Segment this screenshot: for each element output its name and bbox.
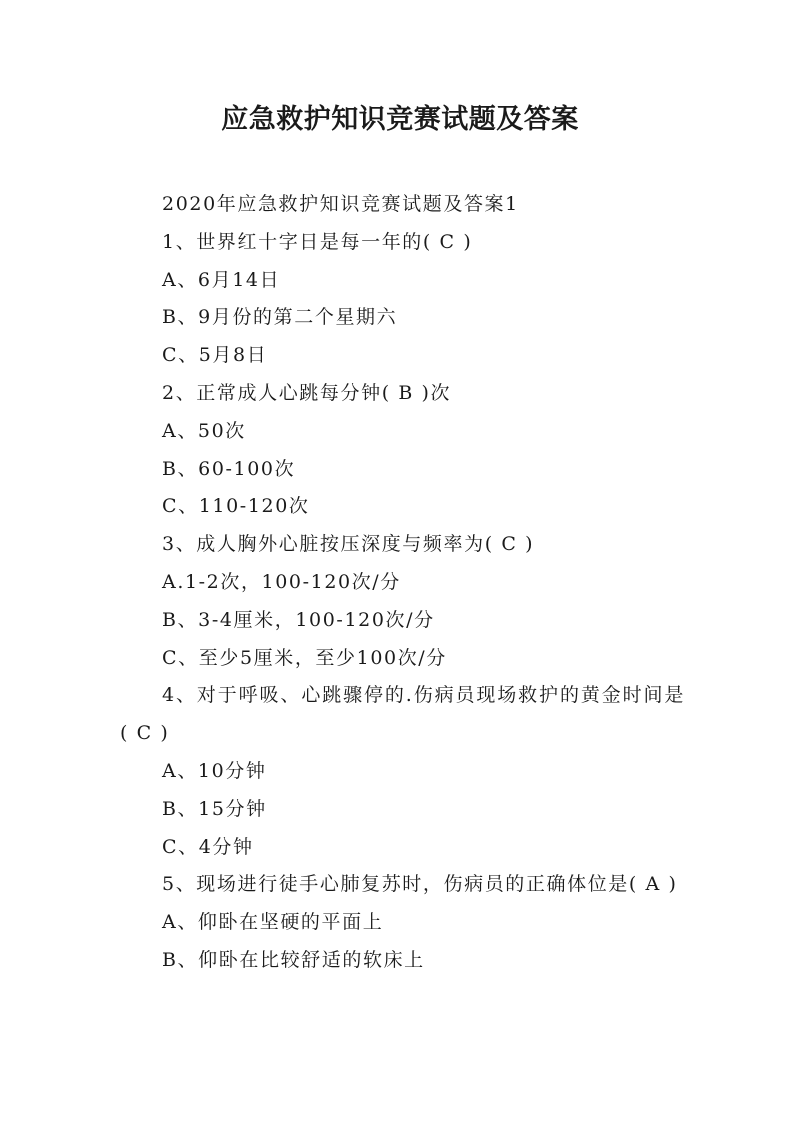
option-line: A.1-2次，100-120次/分 xyxy=(162,570,401,593)
question-3: 3、成人胸外心脏按压深度与频率为( C ) xyxy=(162,533,535,556)
option-line: B、15分钟 xyxy=(162,797,267,820)
option-line: C、4分钟 xyxy=(162,835,254,858)
option-line: C、110-120次 xyxy=(162,495,310,518)
question-4: 4、对于呼吸、心跳骤停的.伤病员现场救护的黄金时间是( C ) xyxy=(120,684,685,745)
question-1: 1、世界红十字日是每一年的( C ) xyxy=(162,230,473,253)
option-line: C、5月8日 xyxy=(162,344,268,367)
option-line: C、至少5厘米，至少100次/分 xyxy=(162,646,447,669)
option-line: B、9月份的第二个星期六 xyxy=(162,306,398,329)
option-line: A、仰卧在坚硬的平面上 xyxy=(162,911,384,934)
option-line: B、3-4厘米，100-120次/分 xyxy=(162,608,435,631)
option-line: B、60-100次 xyxy=(162,457,296,480)
question-5: 5、现场进行徒手心肺复苏时，伤病员的正确体位是( A ) xyxy=(162,873,678,896)
option-line: A、50次 xyxy=(162,419,246,442)
heading-line: 2020年应急救护知识竞赛试题及答案1 xyxy=(162,193,519,215)
document-body xyxy=(120,186,685,980)
option-line: A、10分钟 xyxy=(162,759,267,782)
option-line: B、仰卧在比较舒适的软床上 xyxy=(162,948,425,971)
question-2: 2、正常成人心跳每分钟( B )次 xyxy=(162,381,452,404)
document-title: 应急救护知识竞赛试题及答案 xyxy=(221,104,579,135)
option-line: A、6月14日 xyxy=(162,268,281,291)
